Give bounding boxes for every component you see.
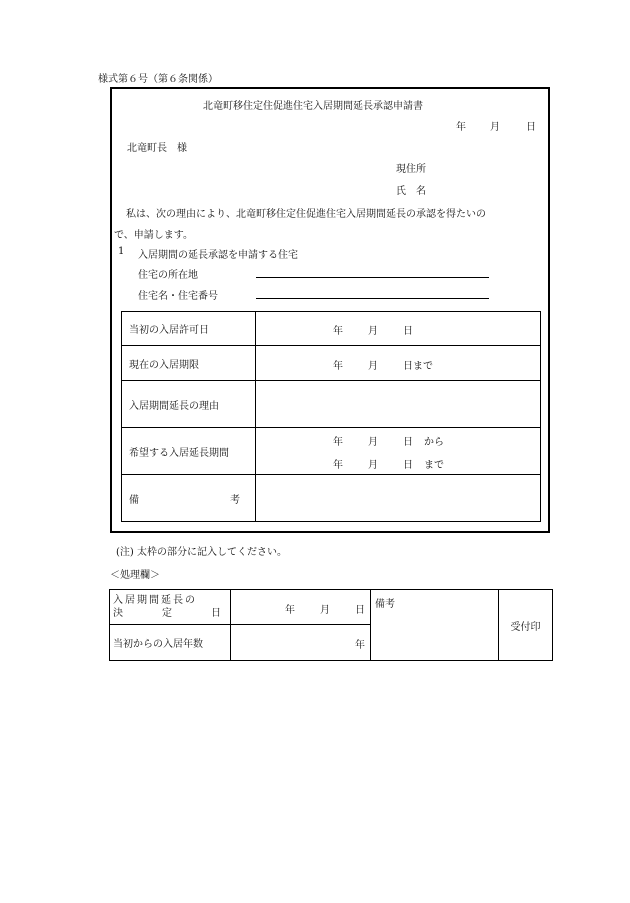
initial-permit-label-text: 当初の入居許可日 (129, 325, 209, 336)
processing-table (109, 589, 553, 661)
table-row (122, 428, 541, 475)
initial-permit-field[interactable] (256, 312, 541, 346)
day-mark: 日 (403, 326, 413, 337)
month-mark: 月 (368, 326, 378, 337)
day-mark: 日 (403, 460, 413, 471)
decision-date-field[interactable] (231, 590, 371, 625)
decision-label-b-c: 日 (211, 608, 221, 619)
desired-period-field[interactable] (256, 428, 541, 475)
body-text-line2: で、申請します。 (114, 230, 193, 241)
month-mark: 月 (368, 437, 378, 448)
desired-period-label-text: 希望する入居延長期間 (129, 447, 229, 459)
decision-label-b-b: 定 (162, 608, 172, 619)
remarks-label (122, 475, 256, 522)
from-mark: から (424, 437, 444, 448)
month-mark: 月 (368, 361, 378, 372)
month-mark: 月 (368, 460, 378, 471)
processing-remarks-label: 備考 (375, 599, 395, 610)
remarks-label-b: 考 (230, 494, 240, 506)
date-month: 月 (490, 122, 500, 133)
table-row (110, 590, 553, 625)
day-mark: 日 (403, 437, 413, 448)
year-mark: 年 (285, 605, 295, 616)
until-mark: まで (424, 460, 444, 471)
processing-remarks[interactable] (371, 590, 499, 661)
reception-stamp-label: 受付印 (510, 621, 541, 633)
table-row (122, 475, 541, 522)
month-mark: 月 (320, 605, 330, 616)
address-label: 現住所 (396, 164, 426, 175)
location-field[interactable] (256, 277, 489, 278)
year-mark: 年 (333, 361, 343, 372)
date-year: 年 (456, 122, 466, 133)
years-label-text: 当初からの入居年数 (113, 639, 203, 650)
years-label (110, 625, 231, 661)
year-mark: 年 (355, 640, 365, 651)
table-row (122, 381, 541, 428)
form-title: 北竜町移住定住促進住宅入居期間延長承認申請書 (203, 101, 423, 112)
location-label: 住宅の所在地 (138, 270, 198, 281)
section-heading: 入居期間の延長承認を申請する住宅 (138, 250, 298, 261)
day-until-mark: 日まで (403, 361, 433, 372)
note-text: (注) 太枠の部分に記入してください。 (116, 547, 287, 558)
current-deadline-label-text: 現在の入居期限 (129, 359, 199, 371)
house-name-field[interactable] (256, 298, 489, 299)
year-mark: 年 (333, 437, 343, 448)
initial-permit-label (122, 312, 256, 346)
remarks-label-a: 備 (129, 494, 139, 506)
decision-label-b-a: 決 (113, 608, 123, 619)
extension-reason-field[interactable] (256, 381, 541, 428)
current-deadline-label (122, 346, 256, 381)
desired-period-label (122, 428, 256, 475)
date-day: 日 (526, 122, 536, 133)
current-deadline-field[interactable] (256, 346, 541, 381)
name-label: 氏 名 (396, 186, 426, 197)
decision-date-label (110, 590, 231, 625)
addressee: 北竜町長 様 (127, 143, 187, 154)
table-row (122, 312, 541, 346)
table-row (122, 346, 541, 381)
house-name-label: 住宅名・住宅番号 (138, 291, 218, 302)
extension-reason-label (122, 381, 256, 428)
day-mark: 日 (355, 605, 365, 616)
body-text-line1: 私は、次の理由により、北竜町移住定住促進住宅入居期間延長の承認を得たいの (126, 209, 486, 220)
decision-label-top: 入居期間延長の (113, 595, 197, 606)
years-field[interactable] (231, 625, 371, 661)
reception-stamp (499, 590, 553, 661)
year-mark: 年 (333, 326, 343, 337)
processing-heading: ＜処理欄＞ (110, 570, 160, 581)
remarks-field[interactable] (256, 475, 541, 522)
form-number: 様式第６号（第６条関係） (98, 74, 218, 85)
section-number: 1 (118, 246, 125, 257)
year-mark: 年 (333, 460, 343, 471)
extension-table (121, 311, 541, 522)
extension-reason-label-text: 入居期間延長の理由 (129, 400, 219, 412)
